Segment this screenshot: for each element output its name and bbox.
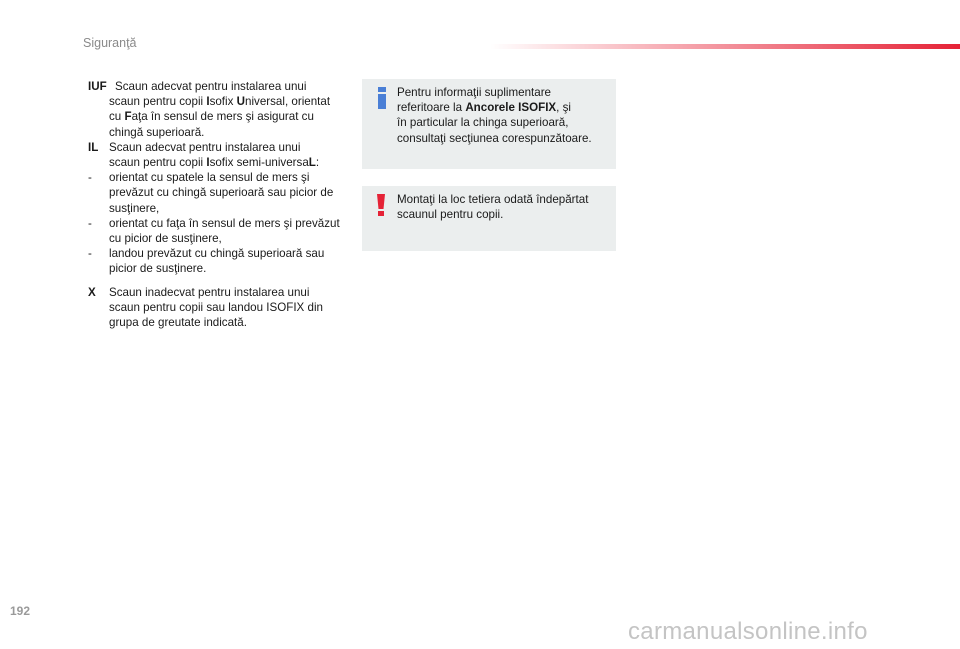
il-bullet-3	[88, 246, 350, 276]
legend-entry-iuf	[88, 79, 350, 140]
legend-entry-x	[88, 285, 350, 331]
info-line-3: în particular la chinga superioară,	[397, 116, 569, 130]
info-line-4: consultaţi secţiunea corespunzătoare.	[397, 131, 592, 145]
iuf-line-1: Scaun adecvat pentru instalarea unui	[115, 80, 307, 93]
x-line-1: Scaun inadecvat pentru instalarea unui	[109, 285, 310, 299]
x-line-3: grupa de greutate indicată.	[109, 316, 247, 330]
legend-entry-il	[88, 140, 350, 170]
il-line-2: scaun pentru copii Isofix semi-universaL:	[109, 156, 320, 170]
bullet-line: landou prevăzut cu chingă superioară sau	[109, 247, 325, 261]
warning-line-2: scaunul pentru copii.	[397, 208, 504, 222]
bullet-line: prevăzut cu chingă superioară sau picior	[109, 186, 318, 200]
isofix-legend	[88, 79, 350, 330]
watermark: carmanualsonline.info	[628, 618, 868, 645]
iuf-line-2: scaun pentru copii Isofix Universal, orientat	[109, 95, 331, 109]
il-bullet-1	[88, 170, 350, 216]
bullet-dash: -	[88, 216, 92, 230]
info-line-1: Pentru informaţii suplimentare	[397, 86, 552, 99]
x-line-2: scaun pentru copii sau landou ISOFIX din	[109, 300, 323, 314]
legend-key-x: X	[88, 285, 96, 299]
legend-key-il: IL	[88, 140, 99, 154]
legend-key-iuf: IUF	[88, 80, 107, 93]
warning-line-1: Montaţi la loc tetiera odată îndepărtat	[397, 193, 589, 206]
bullet-line: prevăzut cu picior de susţinere,	[109, 216, 340, 246]
bullet-dash: -	[88, 247, 92, 261]
info-icon	[376, 87, 388, 109]
warning-icon	[375, 194, 387, 216]
warning-note-box	[362, 186, 616, 251]
bullet-line: picior de susţinere.	[109, 262, 207, 276]
il-bullet-2	[88, 216, 350, 246]
bullet-dash: -	[88, 171, 92, 185]
il-line-1: Scaun adecvat pentru instalarea unui	[109, 140, 301, 154]
iuf-line-3: cu Faţa în sensul de mers şi asigurat cu	[109, 110, 314, 124]
info-note-text	[397, 85, 609, 146]
info-note-box	[362, 79, 616, 169]
bullet-line: orientat cu spatele la sensul de mers şi	[109, 171, 310, 185]
section-title: Siguranţă	[83, 36, 137, 50]
bullet-line: orientat cu faţa în sensul de mers şi	[109, 216, 293, 230]
iuf-line-4: chingă superioară.	[109, 125, 205, 139]
info-line-2: referitoare la Ancorele ISOFIX, şi	[397, 101, 571, 115]
bullet-line: de susţinere,	[109, 186, 334, 215]
header-accent-bar	[490, 44, 960, 49]
warning-note-text	[397, 192, 609, 222]
page-number: 192	[10, 604, 31, 618]
